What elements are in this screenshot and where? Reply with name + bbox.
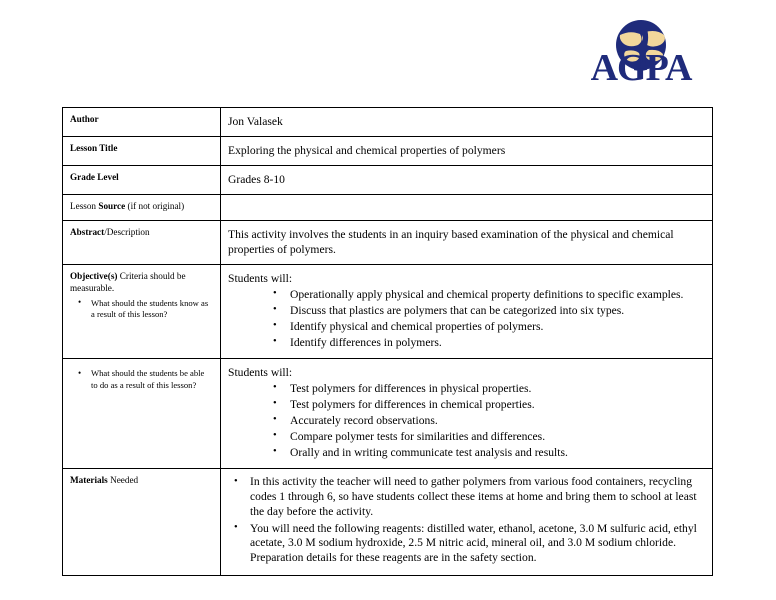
row-value-cell: [221, 359, 713, 469]
row-label-text: [70, 172, 213, 184]
row-label-segment: Source: [98, 201, 126, 212]
row-label-text: [70, 271, 213, 295]
row-value-lead: Students will:: [228, 366, 293, 380]
row-label-text: [70, 114, 213, 126]
row-label-cell: [63, 108, 221, 137]
row-value-text: Grades 8-10: [228, 173, 285, 187]
row-value-text: This activity involves the students in an inquiry based examination of the physical and chemical properties of polymers.: [228, 227, 674, 257]
lesson-plan-table-body: [63, 108, 713, 576]
row-value-bullet-item: • In this activity the teacher will need to gather polymers from various food containers, recycling codes 1 through 6, so have students collect these items at home and bring them to school at least the day before the activity.: [250, 475, 705, 519]
row-label-cell: [63, 469, 221, 575]
row-value-cell: [221, 220, 713, 264]
row-label-text: [70, 201, 213, 213]
row-value-bullet-item: • Discuss that plastics are polymers that can be categorized into six types.: [290, 303, 705, 319]
row-label-text: [70, 143, 213, 155]
row-label-cell: [63, 265, 221, 359]
row-value-bullet-item: • Compare polymer tests for similarities and differences.: [290, 429, 705, 445]
table-row: [63, 359, 713, 469]
row-value-bullet-item: • Orally and in writing communicate test analysis and results.: [290, 445, 705, 461]
row-value-bullet-list: [228, 475, 705, 565]
row-value-cell: [221, 108, 713, 137]
row-value-bullet-item: • You will need the following reagents: distilled water, ethanol, acetone, 3.0 M sulfuric acid, ethyl acetate, 3.0 M sodium hydroxide, 2.5 M nitric acid, mineral oil, and 3.0 M sodium chloride. Preparation details for these reagents are in the safety section.: [250, 522, 705, 566]
row-label-segment: Lesson: [70, 201, 99, 212]
row-label-segment: Abstract: [70, 226, 105, 237]
row-value-bullet-item: • Test polymers for differences in physical properties.: [290, 381, 705, 397]
row-label-text: [70, 475, 213, 487]
agpa-wordmark: AGPA: [590, 47, 692, 89]
row-label-segment: (if not original): [125, 201, 185, 212]
row-value-cell: [221, 265, 713, 359]
row-label-segment: Lesson Title: [70, 143, 118, 154]
row-label-bullet-list: [70, 368, 213, 391]
row-value-lead: Students will:: [228, 272, 293, 286]
row-label-bullet-list: [70, 298, 213, 321]
row-value-bullet-list: [228, 287, 705, 351]
row-value-text: Exploring the physical and chemical properties of polymers: [228, 144, 506, 158]
row-label-segment: Objective(s): [70, 271, 118, 282]
row-value-bullet-item: • Test polymers for differences in chemical properties.: [290, 397, 705, 413]
agpa-logo: [566, 18, 716, 90]
row-label-text: [70, 227, 213, 239]
row-label-bullet-item: • What should the students be able to do as a result of this lesson?: [89, 368, 213, 391]
row-label-cell: [63, 220, 221, 264]
row-value-text: Jon Valasek: [228, 115, 283, 128]
row-value-cell: [221, 195, 713, 221]
row-label-segment: Criteria should be measurable.: [70, 271, 186, 293]
table-row: [63, 469, 713, 575]
table-row: [63, 108, 713, 137]
row-label-cell: [63, 166, 221, 195]
agpa-logo-graphic: [566, 18, 716, 90]
table-row: [63, 137, 713, 166]
row-label-segment: /Description: [104, 226, 150, 237]
row-value-bullet-list: [228, 381, 705, 461]
row-label-segment: Author: [70, 114, 99, 124]
table-row: [63, 166, 713, 195]
table-row: [63, 195, 713, 221]
row-value-cell: [221, 137, 713, 166]
table-row: [63, 265, 713, 359]
row-label-cell: [63, 359, 221, 469]
row-value-cell: [221, 166, 713, 195]
row-value-bullet-item: • Identify physical and chemical properties of polymers.: [290, 319, 705, 335]
row-value-bullet-item: • Accurately record observations.: [290, 413, 705, 429]
row-label-cell: [63, 137, 221, 166]
row-label-segment: Needed: [107, 475, 139, 486]
row-value-cell: [221, 469, 713, 575]
row-value-bullet-item: • Operationally apply physical and chemical property definitions to specific examples.: [290, 287, 705, 303]
table-row: [63, 220, 713, 264]
row-value-bullet-item: • Identify differences in polymers.: [290, 335, 705, 351]
row-label-cell: [63, 195, 221, 221]
row-label-segment: Grade Level: [70, 172, 119, 183]
row-label-segment: Materials: [70, 475, 108, 486]
row-label-bullet-item: • What should the students know as a result of this lesson?: [89, 298, 213, 321]
lesson-plan-table: [62, 107, 713, 576]
